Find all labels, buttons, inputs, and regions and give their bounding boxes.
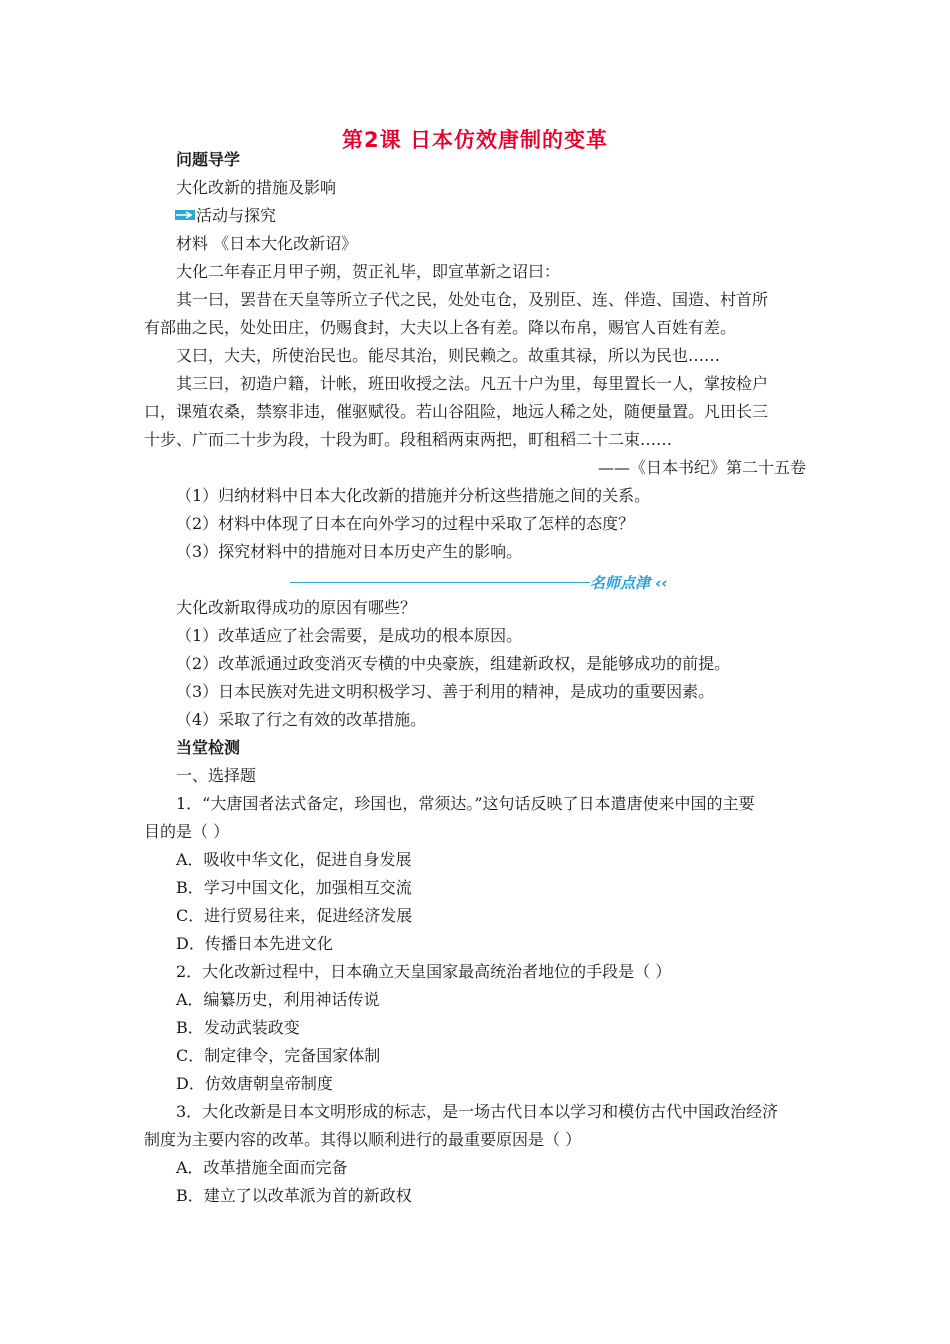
- section-divider: [290, 582, 590, 583]
- question-item: （2）材料中体现了日本在向外学习的过程中采取了怎样的态度？: [176, 514, 635, 533]
- answer-option: B．发动武装政变: [176, 1018, 300, 1037]
- reason-item: （2）改革派通过政变消灭专横的中央豪族，组建新政权，是能够成功的前提。: [176, 654, 731, 673]
- answer-option: A．吸收中华文化，促进自身发展: [176, 850, 412, 869]
- answer-option: D．传播日本先进文化: [176, 934, 333, 953]
- material-paragraph: 口，课殖农桑，禁察非违，催驱赋役。若山谷阻险，地远人稀之处，随便量置。凡田长三: [144, 402, 769, 421]
- activity-label: 活动与探究: [196, 206, 277, 225]
- material-paragraph: 其一曰，罢昔在天皇等所立子代之民，处处屯仓，及别臣、连、伴造、国造、村首所: [176, 290, 769, 309]
- answer-option: B．学习中国文化，加强相互交流: [176, 878, 412, 897]
- page-title: 第2课 日本仿效唐制的变革: [342, 128, 608, 152]
- question-stem: 目的是（ ）: [144, 822, 230, 841]
- question-stem: 3．大化改新是日本文明形成的标志，是一场古代日本以学习和模仿古代中国政治经济: [176, 1102, 779, 1121]
- answer-option: C．进行贸易往来，促进经济发展: [176, 906, 413, 925]
- arrow-right-icon: [175, 207, 195, 223]
- reason-item: （4）采取了行之有效的改革措施。: [176, 710, 427, 729]
- answer-option: C．制定律令，完备国家体制: [176, 1046, 381, 1065]
- answer-option: A．编纂历史，利用神话传说: [176, 990, 380, 1009]
- material-intro: 大化二年春正月甲子朔，贺正礼毕，即宣革新之诏曰：: [176, 262, 561, 281]
- question-stem: 1．“大唐国者法式备定，珍国也，常须达。”这句话反映了日本遣唐使来中国的主要: [176, 794, 755, 813]
- reason-item: （3）日本民族对先进文明积极学习、善于利用的精神，是成功的重要因素。: [176, 682, 715, 701]
- section-heading-guide: 问题导学: [176, 150, 241, 169]
- question-item: （1）归纳材料中日本大化改新的措施并分析这些措施之间的关系。: [176, 486, 651, 505]
- material-paragraph: 有部曲之民，处处田庄，仍赐食封，大夫以上各有差。降以布帛，赐官人百姓有差。: [144, 318, 737, 337]
- reasons-question: 大化改新取得成功的原因有哪些？: [176, 598, 417, 617]
- material-paragraph: 其三曰，初造户籍，计帐，班田收授之法。凡五十户为里，每里置长一人，掌按检户: [176, 374, 769, 393]
- answer-option: D．仿效唐朝皇帝制度: [176, 1074, 333, 1093]
- question-stem: 制度为主要内容的改革。其得以顺利进行的最重要原因是（ ）: [144, 1130, 582, 1149]
- choice-heading: 一、选择题: [176, 766, 257, 785]
- section-heading-check: 当堂检测: [176, 738, 241, 757]
- answer-option: A．改革措施全面而完备: [176, 1158, 348, 1177]
- question-item: （3）探究材料中的措施对日本历史产生的影响。: [176, 542, 523, 561]
- teacher-note-badge: 名师点津 ‹‹: [590, 574, 668, 592]
- material-paragraph: 又曰，大夫，所使治民也。能尽其治，则民赖之。故重其禄，所以为民也……: [176, 346, 721, 365]
- topic-line: 大化改新的措施及影响: [176, 178, 337, 197]
- reason-item: （1）改革适应了社会需要，是成功的根本原因。: [176, 626, 523, 645]
- material-label: 材料 《日本大化改新诏》: [176, 234, 358, 253]
- material-paragraph: 十步、广而二十步为段，十段为町。段租稻两束两把，町租稻二十二束……: [144, 430, 673, 449]
- material-source: ——《日本书纪》第二十五卷: [597, 458, 806, 477]
- question-stem: 2．大化改新过程中，日本确立天皇国家最高统治者地位的手段是（ ）: [176, 962, 672, 981]
- answer-option: B．建立了以改革派为首的新政权: [176, 1186, 412, 1205]
